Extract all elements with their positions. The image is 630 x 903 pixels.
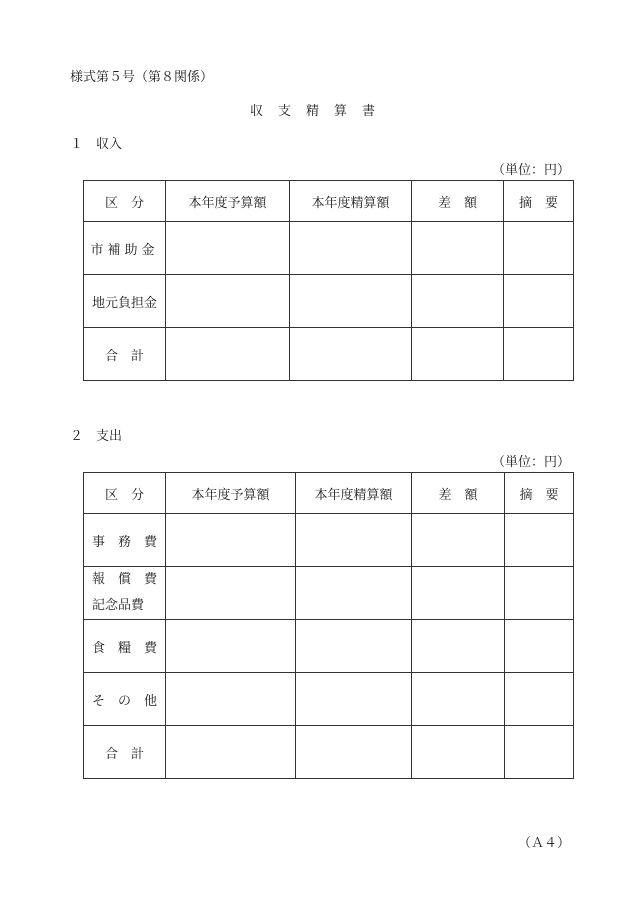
expense-unit-label: （単位：円） xyxy=(491,455,570,470)
difference-cell[interactable] xyxy=(412,275,504,328)
table-row xyxy=(84,673,574,726)
table-row xyxy=(84,328,574,381)
table-row xyxy=(84,514,574,567)
difference-cell[interactable] xyxy=(412,328,504,381)
difference-cell[interactable] xyxy=(412,514,505,567)
table-row xyxy=(84,222,574,275)
difference-cell[interactable] xyxy=(412,620,505,673)
header-category: 区 分 xyxy=(84,181,166,222)
table-row xyxy=(84,275,574,328)
remarks-cell[interactable] xyxy=(505,514,574,567)
expense-heading: ２ 支出 xyxy=(70,429,123,444)
remarks-cell[interactable] xyxy=(504,328,574,381)
settlement-cell[interactable] xyxy=(290,222,412,275)
difference-cell[interactable] xyxy=(412,673,505,726)
remarks-cell[interactable] xyxy=(505,673,574,726)
settlement-cell[interactable] xyxy=(290,275,412,328)
row-label: 市補助金 xyxy=(84,222,166,275)
form-number: 様式第５号（第８関係） xyxy=(70,70,214,85)
table-row xyxy=(84,567,574,620)
settlement-cell[interactable] xyxy=(296,726,412,779)
remarks-cell[interactable] xyxy=(505,726,574,779)
remarks-cell[interactable] xyxy=(505,567,574,620)
row-label: 食 糧 費 xyxy=(84,620,166,673)
remarks-cell[interactable] xyxy=(504,275,574,328)
table-row xyxy=(84,620,574,673)
expense-table xyxy=(83,472,574,779)
budget-cell[interactable] xyxy=(166,275,290,328)
settlement-cell[interactable] xyxy=(296,514,412,567)
difference-cell[interactable] xyxy=(412,222,504,275)
header-budget: 本年度予算額 xyxy=(166,473,296,514)
budget-cell[interactable] xyxy=(166,222,290,275)
difference-cell[interactable] xyxy=(412,567,505,620)
header-difference: 差 額 xyxy=(412,181,504,222)
header-difference: 差 額 xyxy=(412,473,505,514)
row-label-total: 合 計 xyxy=(84,328,166,381)
document-title: 収支精算書 xyxy=(249,104,390,119)
row-label xyxy=(84,567,166,620)
income-header-row xyxy=(84,181,574,222)
paper-size-note: （Ａ４） xyxy=(517,836,570,851)
header-settlement: 本年度精算額 xyxy=(290,181,412,222)
income-unit-label: （単位：円） xyxy=(491,163,570,178)
income-heading: １ 収入 xyxy=(70,137,123,152)
row-label: そ の 他 xyxy=(84,673,166,726)
table-row xyxy=(84,726,574,779)
row-label: 事 務 費 xyxy=(84,514,166,567)
header-settlement: 本年度精算額 xyxy=(296,473,412,514)
budget-cell[interactable] xyxy=(166,514,296,567)
header-remarks: 摘 要 xyxy=(505,473,574,514)
budget-cell[interactable] xyxy=(166,328,290,381)
income-table xyxy=(83,180,574,381)
expense-header-row xyxy=(84,473,574,514)
row-label-total: 合 計 xyxy=(84,726,166,779)
difference-cell[interactable] xyxy=(412,726,505,779)
row-label-line1: 報 償 費 xyxy=(92,572,158,587)
budget-cell[interactable] xyxy=(166,567,296,620)
row-label-line2: 記念品費 xyxy=(92,598,145,613)
row-label: 地元負担金 xyxy=(84,275,166,328)
settlement-cell[interactable] xyxy=(296,620,412,673)
remarks-cell[interactable] xyxy=(505,620,574,673)
budget-cell[interactable] xyxy=(166,673,296,726)
settlement-cell[interactable] xyxy=(290,328,412,381)
settlement-cell[interactable] xyxy=(296,673,412,726)
header-category: 区 分 xyxy=(84,473,166,514)
header-remarks: 摘 要 xyxy=(504,181,574,222)
budget-cell[interactable] xyxy=(166,726,296,779)
budget-cell[interactable] xyxy=(166,620,296,673)
remarks-cell[interactable] xyxy=(504,222,574,275)
header-budget: 本年度予算額 xyxy=(166,181,290,222)
settlement-cell[interactable] xyxy=(296,567,412,620)
